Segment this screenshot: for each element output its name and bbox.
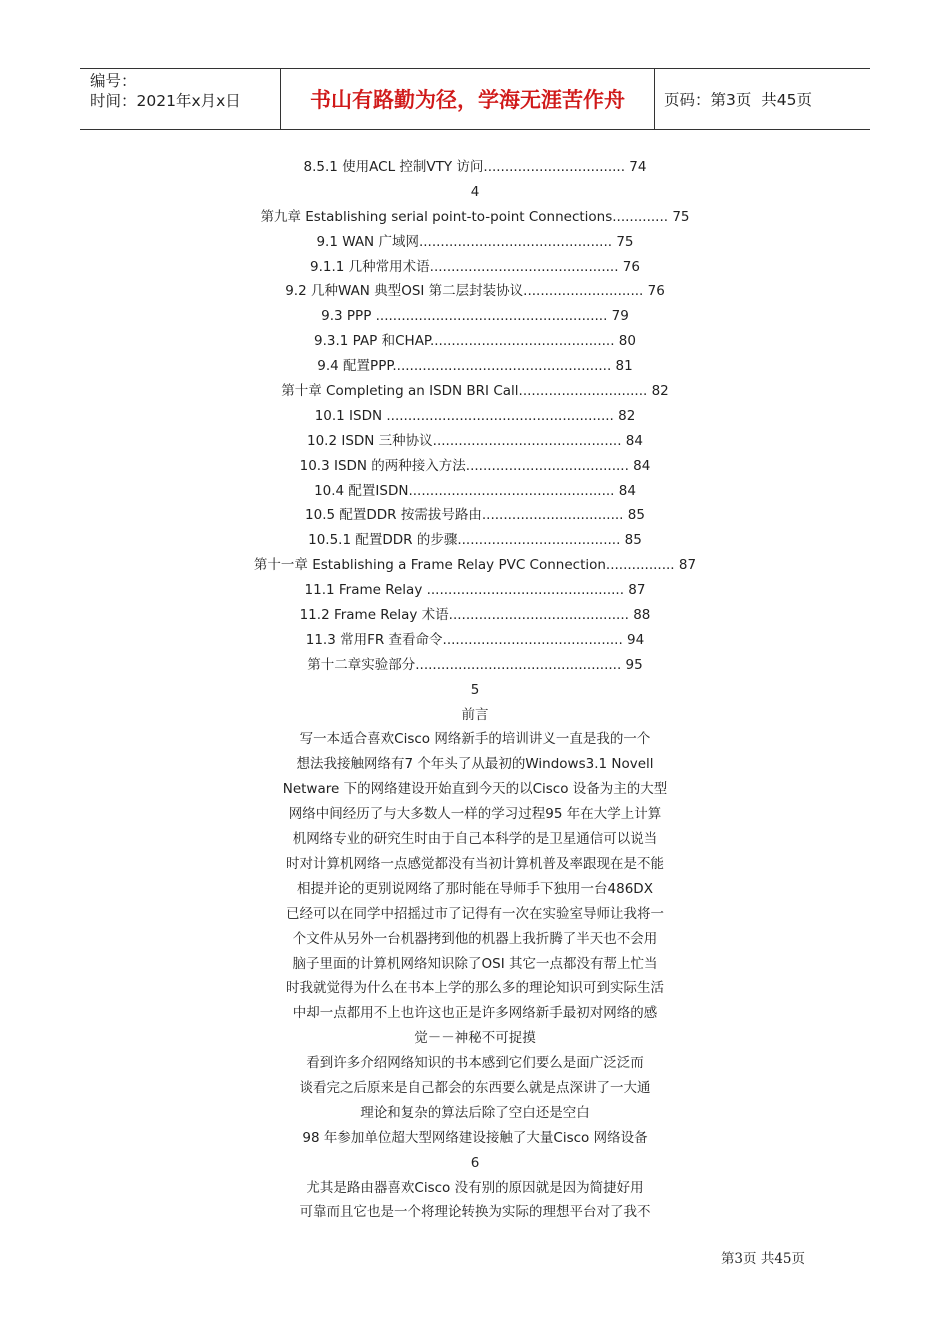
page-footer [721,1247,805,1267]
footer-page-number: 第3页 共45页 [720,1251,805,1267]
text-line: 机网络专业的研究生时由于自己本科学的是卫星通信可以说当 [292,831,658,848]
text-line: 6 [470,1154,480,1171]
text-line: 10.4 配置ISDN................................................ 84 [314,482,636,499]
text-line: 10.5 配置DDR 按需拔号路由................................. 85 [305,507,645,524]
header-motto: 书山有路勤为径，学海无涯苦作舟 [310,88,625,112]
text-line: 第十一章 Establishing a Frame Relay PVC Connection................ 87 [253,557,697,574]
document-body [0,155,950,1225]
text-line: 想法我接触网络有7 个年头了从最初的Windows3.1 Novell [296,756,654,773]
text-line: 9.3.1 PAP 和CHAP........................................... 80 [314,333,636,350]
text-line: 10.1 ISDN ..................................................... 82 [314,407,636,424]
text-line: 5 [470,681,480,698]
text-line: 时对计算机网络一点感觉都没有当初计算机普及率跟现在是不能 [286,855,664,872]
header-page-cell [655,69,870,129]
text-line: 10.3 ISDN 的两种接入方法...................................... 84 [299,457,651,474]
text-line: 觉－－神秘不可捉摸 [414,1030,536,1047]
text-line: 中却一点都用不上也许这也正是许多网络新手最初对网络的感 [292,1005,658,1022]
text-line: 9.1.1 几种常用术语............................................ 76 [310,258,640,275]
text-line: 理论和复杂的算法后除了空白还是空白 [360,1104,590,1121]
text-line: 9.2 几种WAN 典型OSI 第二层封装协议............................ 76 [285,283,665,300]
text-line: 9.4 配置PPP................................................... 81 [317,358,633,375]
page-header [80,68,870,130]
text-line: 11.3 常用FR 查看命令.......................................... 94 [305,631,645,648]
text-line: 10.5.1 配置DDR 的步骤...................................... 85 [308,532,642,549]
text-line: 11.2 Frame Relay 术语.......................................... 88 [299,607,651,624]
text-line: 第十二章实验部分................................................ 95 [307,656,643,673]
text-line: 尤其是路由器喜欢Cisco 没有别的原因就是因为简捷好用 [306,1179,644,1196]
text-line: 网络中间经历了与大多数人一样的学习过程95 年在大学上计算 [288,806,662,823]
document-number-label: 编号： [90,72,137,90]
text-line: 相提并论的更别说网络了那时能在导师手下独用一台486DX [297,880,653,897]
text-line: 时我就觉得为什么在书本上学的那么多的理论知识可到实际生活 [286,980,664,997]
header-meta-cell [80,69,281,129]
header-page-number: 页码：第3页 共45页 [664,91,812,109]
text-line: 4 [470,183,480,200]
text-line: 11.1 Frame Relay .............................................. 87 [304,582,646,599]
text-line: 谈看完之后原来是自己都会的东西要么就是点深讲了一大通 [299,1079,651,1096]
text-line: 前言 [461,706,489,723]
text-line: 看到许多介绍网络知识的书本感到它们要么是面广泛泛而 [306,1055,644,1072]
text-line: 可靠而且它也是一个将理论转换为实际的理想平台对了我不 [299,1204,651,1221]
text-line: 9.3 PPP ...................................................... 79 [321,308,629,325]
text-line: 已经可以在同学中招摇过市了记得有一次在实验室导师让我将一 [286,905,664,922]
text-line: 98 年参加单位超大型网络建设接触了大量Cisco 网络设备 [302,1129,648,1146]
text-line: Netware 下的网络建设开始直到今天的以Cisco 设备为主的大型 [282,781,668,798]
text-line: 第十章 Completing an ISDN BRI Call.............................. 82 [281,383,669,400]
text-line: 8.5.1 使用ACL 控制VTY 访问................................. 74 [303,159,647,175]
document-time-label: 时间：2021年x月x日 [90,92,241,110]
text-line: 9.1 WAN 广域网............................................. 75 [316,233,634,250]
text-line: 脑子里面的计算机网络知识除了OSI 其它一点都没有帮上忙当 [292,955,658,972]
text-line: 个文件从另外一台机器拷到他的机器上我折腾了半天也不会用 [292,930,658,947]
text-line: 第九章 Establishing serial point-to-point Connections............. 75 [260,208,690,225]
text-line: 写一本适合喜欢Cisco 网络新手的培训讲义一直是我的一个 [299,731,651,748]
text-line: 10.2 ISDN 三种协议............................................ 84 [307,432,643,449]
header-motto-cell [281,69,655,129]
